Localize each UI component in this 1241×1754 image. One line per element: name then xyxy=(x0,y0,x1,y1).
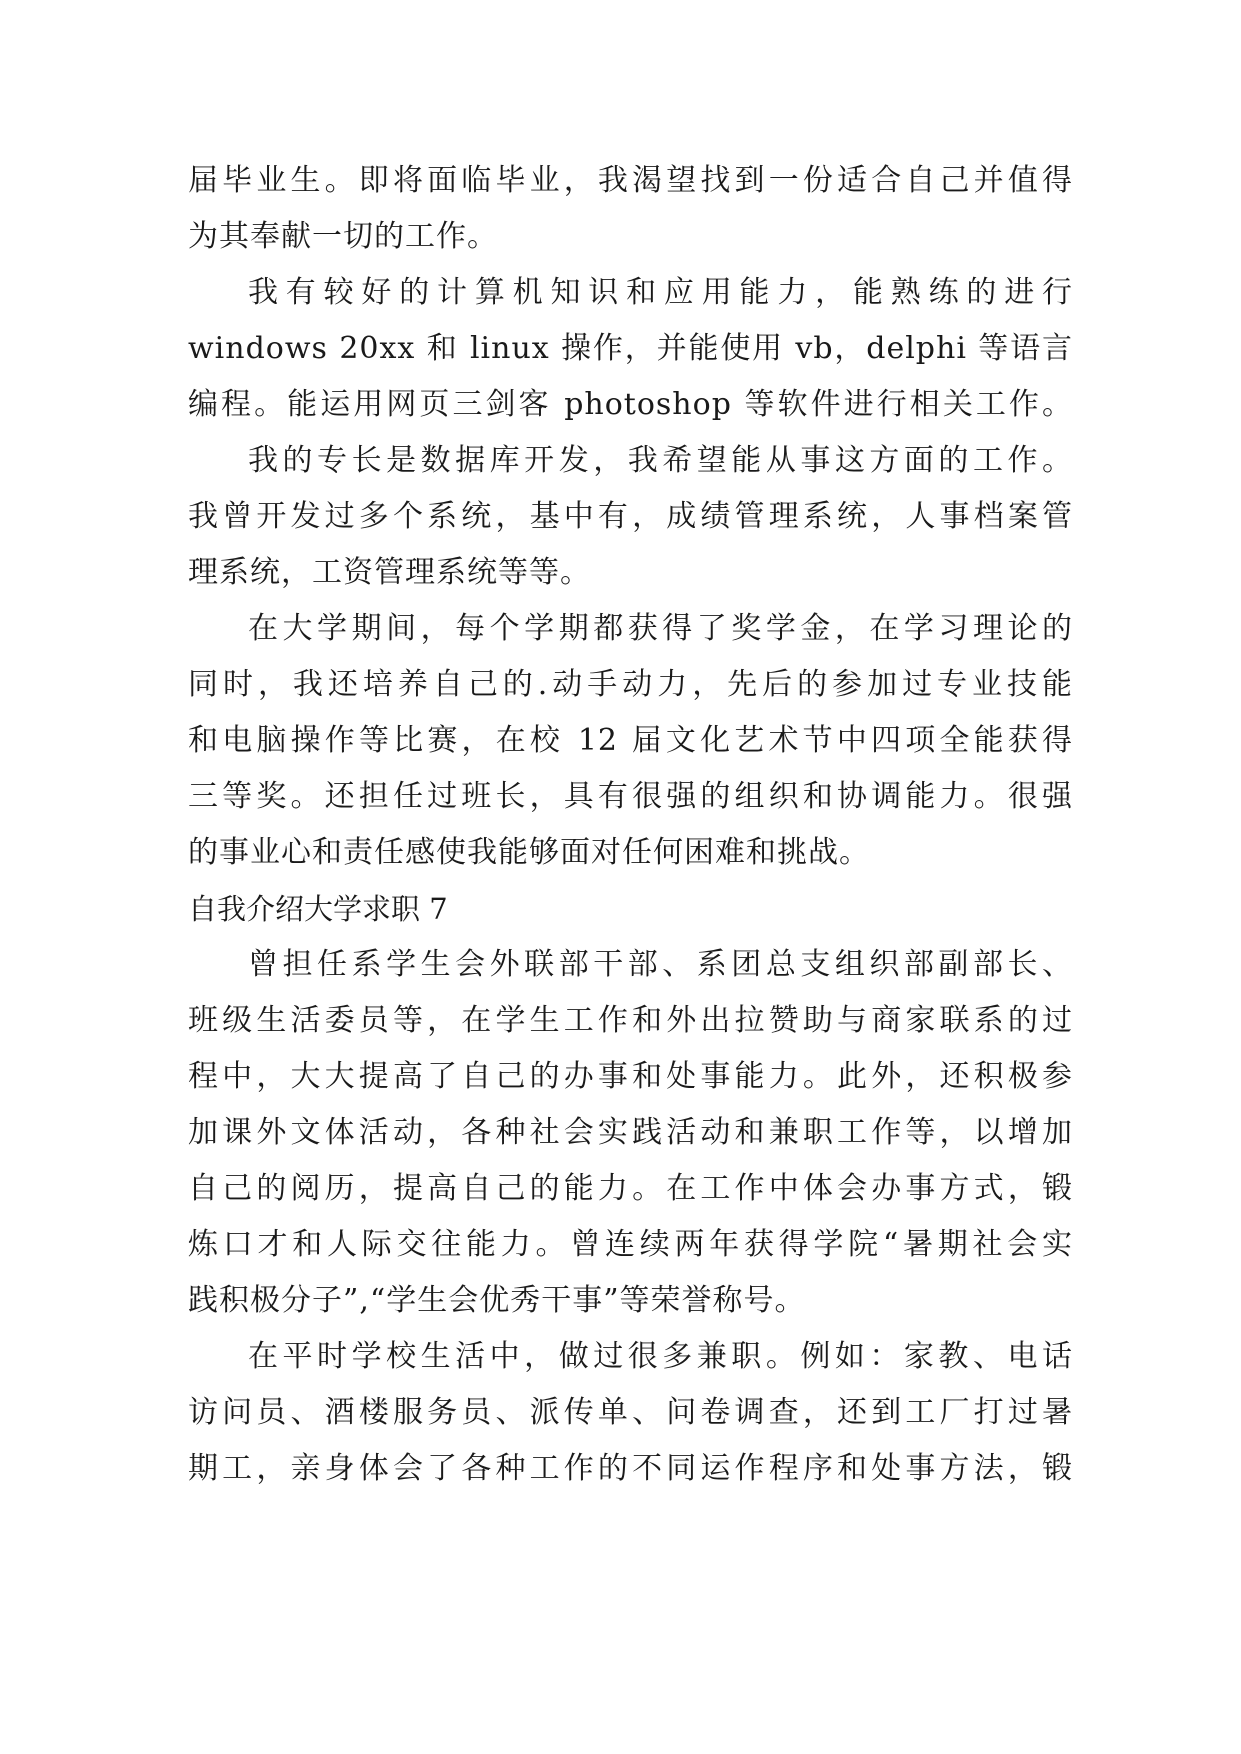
paragraph-6 xyxy=(188,1329,1073,1497)
paragraph-line: 班级生活委员等，在学生工作和外出拉赞助与商家联系的过 xyxy=(188,1003,1073,1038)
section-heading: 自我介绍大学求职 7 xyxy=(188,892,448,926)
paragraph-line: 我曾开发过多个系统，基中有，成绩管理系统，人事档案管 xyxy=(188,499,1073,534)
paragraph-line: 自己的阅历，提高自己的能力。在工作中体会办事方式，锻 xyxy=(188,1171,1073,1206)
paragraph-line: 炼口才和人际交往能力。曾连续两年获得学院“暑期社会实 xyxy=(188,1227,1073,1262)
paragraph-line: 三等奖。还担任过班长，具有很强的组织和协调能力。很强 xyxy=(188,779,1073,814)
paragraph-line: 我有较好的计算机知识和应用能力，能熟练的进行 xyxy=(248,275,1073,310)
paragraph-2 xyxy=(188,265,1073,433)
paragraph-line: 在大学期间，每个学期都获得了奖学金，在学习理论的 xyxy=(248,611,1073,646)
paragraph-line: 访问员、酒楼服务员、派传单、问卷调查，还到工厂打过暑 xyxy=(188,1395,1073,1430)
paragraph-line: 期工，亲身体会了各种工作的不同运作程序和处事方法，锻 xyxy=(188,1451,1073,1486)
paragraph-1 xyxy=(188,153,1073,265)
paragraph-line: 编程。能运用网页三剑客 photoshop 等软件进行相关工作。 xyxy=(188,387,1073,422)
paragraph-line: windows 20xx 和 linux 操作，并能使用 vb，delphi 等语言 xyxy=(188,331,1073,366)
paragraph-line: 程中，大大提高了自己的办事和处事能力。此外，还积极参 xyxy=(188,1059,1073,1094)
paragraph-line: 同时，我还培养自己的.动手动力，先后的参加过专业技能 xyxy=(188,667,1073,702)
document-body xyxy=(188,153,1073,1497)
paragraph-3 xyxy=(188,433,1073,601)
paragraph-line: 为其奉献一切的工作。 xyxy=(188,219,498,254)
paragraph-4 xyxy=(188,601,1073,881)
paragraph-line: 的事业心和责任感使我能够面对任何困难和挑战。 xyxy=(188,835,870,870)
paragraph-line: 在平时学校生活中，做过很多兼职。例如：家教、电话 xyxy=(248,1339,1073,1374)
paragraph-5 xyxy=(188,937,1073,1329)
paragraph-line: 届毕业生。即将面临毕业，我渴望找到一份适合自己并值得 xyxy=(188,163,1073,198)
section-heading-wrapper xyxy=(188,881,1073,937)
paragraph-line: 和电脑操作等比赛，在校 12 届文化艺术节中四项全能获得 xyxy=(188,723,1073,758)
paragraph-line: 我的专长是数据库开发，我希望能从事这方面的工作。 xyxy=(248,443,1073,478)
paragraph-line: 践积极分子”,“学生会优秀干事”等荣誉称号。 xyxy=(188,1283,806,1318)
paragraph-line: 加课外文体活动，各种社会实践活动和兼职工作等，以增加 xyxy=(188,1115,1073,1150)
paragraph-line: 理系统，工资管理系统等等。 xyxy=(188,555,591,590)
paragraph-line: 曾担任系学生会外联部干部、系团总支组织部副部长、 xyxy=(248,947,1073,982)
